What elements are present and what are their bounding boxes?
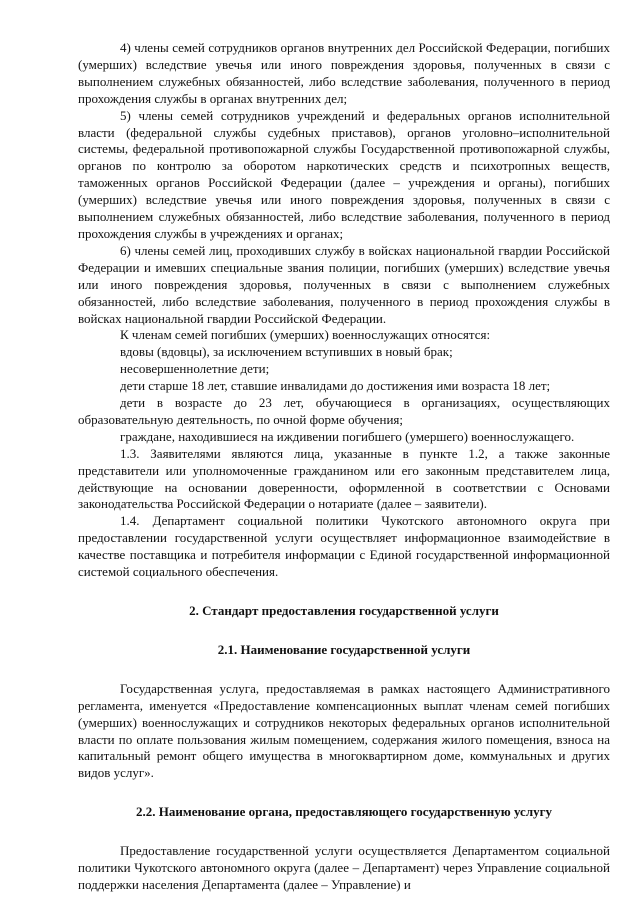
- paragraph-2-1: Государственная услуга, предоставляемая в рамках настоящего Административного регламента, именуется «Предоставление компенсационных выплат членам семей погибших (умерших) военнослужащих и сотрудников некоторых федеральных органов исполнительной власти по оплате пользования жилым помещением, содержания жилого помещения, взноса на капитальный ремонт общего имущества в многоквартирном доме, коммунальных и других видов услуг».: [78, 680, 610, 781]
- paragraph-disabled-children: дети старше 18 лет, ставшие инвалидами до достижения ими возраста 18 лет;: [120, 378, 551, 394]
- paragraph-item-5: 5) члены семей сотрудников учреждений и федеральных органов исполнительной власти (федеральной службы судебных приставов), органов уголовно–исполнительной системы, федеральной противопожарной службы Государственной противопожарной службы, органов по контролю за оборотом наркотических средств и психотропных веществ, таможенных органов Российской Федерации (далее – учреждения и органы), погибших (умерших) вследствие увечья или иного повреждения здоровья, полученных в связи с выполнением служебных обязанностей, либо вследствие заболевания, полученного в период прохождения службы в учреждениях и органах;: [78, 107, 610, 241]
- spacer: [78, 821, 610, 843]
- paragraph-1-4: 1.4. Департамент социальной политики Чукотского автономного округа при предоставлении государственной услуги осуществляет информационное взаимодействие в качестве поставщика и потребителя информации с Единой государственной информационной системой социального обеспечения.: [78, 513, 610, 580]
- spacer: [78, 581, 610, 603]
- paragraph-minors: несовершеннолетние дети;: [120, 361, 270, 377]
- paragraph-item-4: 4) члены семей сотрудников органов внутренних дел Российской Федерации, погибших (умерших) вследствие увечья или иного повреждения здоровья, полученных в связи с выполнением служебных обязанностей, либо вследствие заболевания, полученного в период прохождения службы в органах внутренних дел;: [78, 40, 610, 106]
- paragraph-dependents: граждане, находившиеся на иждивении погибшего (умершего) военнослужащего.: [120, 428, 575, 444]
- spacer: [78, 659, 610, 681]
- subsection-title-2-2: 2.2. Наименование органа, предоставляющего государственную услугу: [135, 804, 553, 820]
- paragraph-item-6: 6) члены семей лиц, проходивших службу в войсках национальной гвардии Российской Федерации и имевших специальные звания полиции, погибших (умерших) вследствие увечья или иного повреждения здоровья, полученных в связи с выполнением служебных обязанностей, либо вследствие заболевания, полученного в период прохождения службы в войсках национальной гвардии Российской Федерации.: [78, 242, 610, 326]
- paragraph-1-3: 1.3. Заявителями являются лица, указанные в пункте 1.2, а также законные представители или уполномоченные гражданином или его законным представителем лица, действующие на основании доверенности, оформленной в соответствии с Основами законодательства Российской Федерации о нотариате (далее – заявители).: [78, 445, 610, 512]
- paragraph-family-members-intro: К членам семей погибших (умерших) военнослужащих относятся:: [120, 327, 491, 343]
- document-page: [78, 40, 610, 894]
- subsection-title-2-1: 2.1. Наименование государственной услуги: [217, 641, 471, 657]
- paragraph-widows: вдовы (вдовцы), за исключением вступивших в новый брак;: [120, 344, 453, 360]
- paragraph-2-2: Предоставление государственной услуги осуществляется Департаментом социальной политики Чукотского автономного округа (далее – Департамент) через Управление социальной поддержки населения Департамента (далее – Управление) и: [78, 843, 610, 892]
- spacer: [78, 782, 610, 804]
- section-title: 2. Стандарт предоставления государственной услуги: [189, 603, 499, 618]
- spacer: [78, 620, 610, 642]
- paragraph-students: дети в возрасте до 23 лет, обучающиеся в организациях, осуществляющих образовательную деятельность, по очной форме обучения;: [78, 395, 610, 427]
